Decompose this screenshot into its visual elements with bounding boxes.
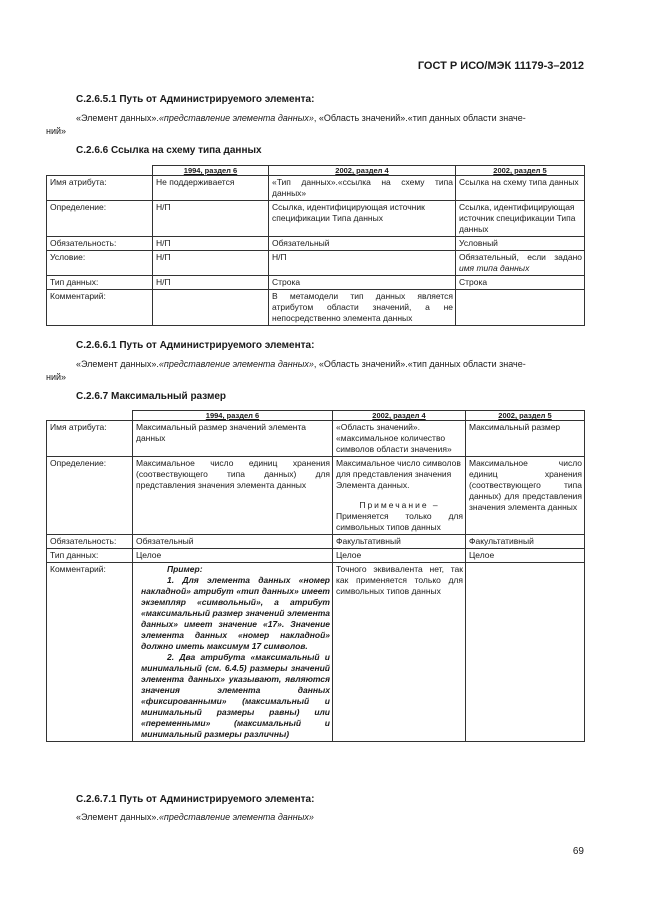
row-label: Определение: <box>47 457 133 535</box>
path-text-c2671 <box>76 811 314 824</box>
cell: Целое <box>333 549 466 563</box>
table-header-row <box>47 166 585 176</box>
cell: Максимальный размер значений элемента данных <box>133 421 333 457</box>
row-label: Обязательность: <box>47 535 133 549</box>
row-label: Определение: <box>47 201 153 237</box>
cell: Ссылка, идентифицирующая источник спецификации Типа данных <box>269 201 456 237</box>
cell: Н/П <box>269 251 456 276</box>
cell <box>466 563 585 742</box>
table-row <box>47 457 585 535</box>
example-text-1: 1. Для элемента данных «номер накладной» атрибут «тип данных» имеет экземпляр «символьный», а атрибут «максимальный размер значений элемента данных» имеет значение «17». Значение элемента данных «номер накладной» должно иметь максимум 17 символов. <box>141 575 330 651</box>
row-label: Комментарий: <box>47 290 153 326</box>
path-part: «Элемент данных». <box>76 113 159 123</box>
cell: Целое <box>133 549 333 563</box>
header-blank <box>47 166 153 176</box>
example-label: Пример: <box>167 564 203 574</box>
cell <box>153 290 269 326</box>
table-row <box>47 276 585 290</box>
table-row <box>47 563 585 742</box>
table-header-row <box>47 411 585 421</box>
table-row <box>47 237 585 251</box>
section-heading-c2651: C.2.6.5.1 Путь от Администрируемого элемента: <box>76 94 315 105</box>
path-text-c2651 <box>76 112 584 125</box>
table-maximum-size <box>46 410 585 742</box>
col-header: 1994, раздел 6 <box>133 411 333 421</box>
table-row <box>47 535 585 549</box>
cell-text-italic: имя типа данных <box>459 263 530 273</box>
table-row <box>47 421 585 457</box>
cell: «Тип данных».«ссылка на схему типа данных» <box>269 176 456 201</box>
cell: Ссылка на схему типа данных <box>456 176 585 201</box>
path-part: «Элемент данных». <box>76 359 159 369</box>
row-label: Условие: <box>47 251 153 276</box>
section-heading-c266: C.2.6.6 Ссылка на схему типа данных <box>76 145 262 156</box>
section-heading-c267: C.2.6.7 Максимальный размер <box>76 391 227 402</box>
cell: Условный <box>456 237 585 251</box>
table-row <box>47 290 585 326</box>
cell-text: Обязательный, если задано <box>459 252 582 262</box>
note-text: Применяется только для символьных типов данных <box>336 511 463 532</box>
row-label: Тип данных: <box>47 276 153 290</box>
cell: Строка <box>456 276 585 290</box>
row-label: Комментарий: <box>47 563 133 742</box>
cell: Факультативный <box>466 535 585 549</box>
col-header: 2002, раздел 4 <box>333 411 466 421</box>
cell: Н/П <box>153 201 269 237</box>
table-row <box>47 176 585 201</box>
cell: Обязательный <box>133 535 333 549</box>
cell: Строка <box>269 276 456 290</box>
row-label: Тип данных: <box>47 549 133 563</box>
col-header: 1994, раздел 6 <box>153 166 269 176</box>
col-header: 2002, раздел 4 <box>269 166 456 176</box>
section-heading-c2671: C.2.6.7.1 Путь от Администрируемого элемента: <box>76 794 315 805</box>
path-text-c2651-cont: ний» <box>46 126 67 136</box>
header-blank <box>47 411 133 421</box>
cell: Н/П <box>153 276 269 290</box>
cell: Максимальный размер <box>466 421 585 457</box>
col-header: 2002, раздел 5 <box>456 166 585 176</box>
cell: Точного эквивалента нет, так как применяется только для символьных типов данных <box>333 563 466 742</box>
row-label: Имя атрибута: <box>47 176 153 201</box>
cell: Н/П <box>153 251 269 276</box>
cell: Целое <box>466 549 585 563</box>
path-text-c2661-cont: ний» <box>46 372 67 382</box>
cell-text: Максимальное число символов для представления значения Элемента данных. <box>336 458 461 490</box>
spacer <box>336 491 463 500</box>
cell <box>456 251 585 276</box>
cell: Факультативный <box>333 535 466 549</box>
path-text-c2661 <box>76 358 584 371</box>
cell: Максимальное число единиц хранения (соотвествующего типа данных) для представления значения элемента данных <box>466 457 585 535</box>
page-number: 69 <box>572 846 584 857</box>
table-row <box>47 201 585 237</box>
note-label: Примечание – <box>359 500 440 510</box>
cell <box>456 290 585 326</box>
path-part: , «Область значений».«тип данных области значе- <box>313 359 526 369</box>
cell <box>133 563 333 742</box>
document-header: ГОСТ Р ИСО/МЭК 11179-3–2012 <box>417 60 584 72</box>
cell: Обязательный <box>269 237 456 251</box>
cell: Н/П <box>153 237 269 251</box>
example-text-2: 2. Два атрибута «максимальный и минимальный (см. 6.4.5) размеры значений элемента данных» указывают, являются значения элемента данных «фиксированными» (максимальный и минимальный размеры равны) или «переменными» (максимальный и минимальный размеры различны) <box>141 652 330 739</box>
path-part-italic: «представление элемента данных» <box>158 359 314 369</box>
row-label: Обязательность: <box>47 237 153 251</box>
path-part: «Элемент данных». <box>76 812 159 822</box>
cell: Ссылка, идентифицирующая источник спецификации Типа данных <box>456 201 585 237</box>
path-part-italic: «представление элемента данных» <box>158 113 314 123</box>
section-heading-c2661: C.2.6.6.1 Путь от Администрируемого элемента: <box>76 340 315 351</box>
col-header: 2002, раздел 5 <box>466 411 585 421</box>
cell: Максимальное число единиц хранения (соотвествующего типа данных) для представления значения элемента данных <box>133 457 333 535</box>
table-row <box>47 251 585 276</box>
row-label: Имя атрибута: <box>47 421 133 457</box>
path-part-italic: «представление элемента данных» <box>158 812 314 822</box>
path-part: , «Область значений».«тип данных области значе- <box>313 113 526 123</box>
table-row <box>47 549 585 563</box>
cell: Не поддерживается <box>153 176 269 201</box>
table-datatype-scheme-reference <box>46 165 585 326</box>
cell: «Область значений». «максимальное количество символов области значения» <box>333 421 466 457</box>
cell: В метамодели тип данных является атрибутом области значений, а не непосредственно элемента данных <box>269 290 456 326</box>
cell <box>333 457 466 535</box>
